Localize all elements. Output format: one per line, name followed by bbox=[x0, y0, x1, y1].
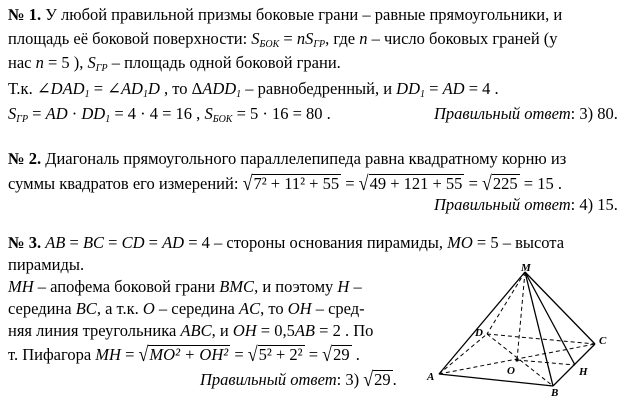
var-bmc: BMC bbox=[219, 277, 255, 296]
edge-md bbox=[487, 272, 525, 334]
label-d: D bbox=[475, 327, 483, 339]
problem-1-answer-value: : 3) 80. bbox=[570, 104, 618, 123]
var-s-gr-3: S bbox=[8, 104, 17, 123]
var-o: O bbox=[142, 299, 155, 318]
var-ad-2: AD bbox=[45, 104, 68, 123]
var-s-bok-2: S bbox=[204, 104, 213, 123]
var-abc: ABC bbox=[180, 321, 212, 340]
sqrt-3: √225 bbox=[482, 171, 518, 195]
sub-gr: ГР bbox=[313, 39, 326, 50]
problem-3-text-1c: = bbox=[144, 233, 163, 252]
label-m: M bbox=[521, 262, 531, 274]
var-oh: OH bbox=[287, 299, 312, 318]
problem-3-line-4 bbox=[8, 298, 365, 320]
problem-1-text-2a: площадь её боковой поверхности: bbox=[8, 29, 252, 48]
sub-gr-2: ГР bbox=[95, 63, 108, 74]
var-s-bok: S bbox=[251, 29, 260, 48]
problem-3-text-1a: = bbox=[65, 233, 83, 252]
problem-3-text-4c: – середина bbox=[154, 299, 240, 318]
sqrt-6: √29 bbox=[322, 342, 350, 366]
var-oh-2: OH bbox=[232, 321, 257, 340]
var-bc-2: BC bbox=[75, 299, 97, 318]
sqrt-answer: √29 bbox=[363, 367, 391, 391]
var-add: ADD bbox=[202, 79, 237, 98]
var-n: n bbox=[296, 29, 306, 48]
problem-1-text-4d: – равнобедренный, и bbox=[241, 79, 397, 98]
problem-3-text-6a: т. Пифагора bbox=[8, 345, 96, 364]
sqrt-2-radicand: 49 + 121 + 55 bbox=[369, 174, 463, 193]
problem-1-text-3b: = 5 ), bbox=[43, 53, 88, 72]
sub-bok-2: БОК bbox=[212, 114, 233, 125]
edge-ma bbox=[439, 272, 525, 374]
problem-1-text-5b: · bbox=[67, 104, 82, 123]
point-o bbox=[515, 358, 518, 361]
problem-3-text-5c: = 0,5 bbox=[256, 321, 295, 340]
problem-1-line-2: площадь её боковой поверхности: $S_{БОК} = nS_{ГР}$, где n – число боковых граней (у bbox=[8, 29, 558, 50]
problem-1-text-2c: – число боковых граней (у bbox=[367, 29, 558, 48]
sqrt-5-radicand: 5² + 2² bbox=[258, 345, 303, 364]
label-c: C bbox=[599, 335, 607, 347]
problem-2-text-1: Диагональ прямоугольного параллелепипеда равна квадратному корню из bbox=[45, 149, 567, 168]
problem-3-text-2: пирамиды. bbox=[8, 255, 85, 274]
sub-1a: 1 bbox=[84, 89, 90, 100]
var-dd: DD bbox=[396, 79, 420, 98]
sqrt-answer-radicand: 29 bbox=[374, 370, 391, 389]
problem-2-text-2c: = bbox=[464, 174, 482, 193]
problem-3-text-5d: = 2 . По bbox=[315, 321, 374, 340]
var-ab-2: AB bbox=[294, 321, 316, 340]
problem-3-line-3 bbox=[8, 276, 362, 298]
edge-mc bbox=[525, 272, 595, 344]
sub-1c: 1 bbox=[236, 89, 242, 100]
sub-1e: 1 bbox=[105, 114, 111, 125]
problem-1-line-4 bbox=[8, 78, 499, 106]
problem-2-answer-value: : 4) 15. bbox=[570, 195, 618, 214]
problem-3-text-4d: , то bbox=[260, 299, 288, 318]
problem-1-text-4b: = ∠ bbox=[89, 79, 121, 98]
problem-1-answer bbox=[434, 103, 618, 125]
var-ab: AB bbox=[45, 233, 66, 252]
problem-3-answer-end: . bbox=[392, 370, 397, 389]
problem-1-text-5d: = 5 · 16 = 80 . bbox=[232, 104, 331, 123]
sqrt-5: √5² + 2² bbox=[247, 342, 303, 366]
var-ad1d-a: AD bbox=[120, 79, 143, 98]
problem-2-number: № 2. bbox=[8, 149, 42, 168]
edge-mh bbox=[525, 272, 575, 365]
sqrt-4-radicand: MO² + OH² bbox=[149, 345, 229, 364]
problem-1-text-3a: нас bbox=[8, 53, 36, 72]
problem-3-text-3b: , и поэтому bbox=[254, 277, 338, 296]
problem-1-answer-label: Правильный ответ bbox=[434, 104, 571, 123]
height-mo bbox=[517, 272, 525, 360]
label-a: A bbox=[427, 371, 435, 383]
problem-3-text-1d: = 4 – стороны основания пирамиды, bbox=[184, 233, 448, 252]
problem-2-answer bbox=[434, 194, 618, 216]
problem-3-text-6d: = bbox=[304, 345, 323, 364]
problem-1-line-5 bbox=[8, 103, 331, 131]
problem-3-text-1e: = 5 – высота bbox=[472, 233, 565, 252]
var-ac: AC bbox=[239, 299, 261, 318]
sqrt-2: √49 + 121 + 55 bbox=[358, 171, 463, 195]
problem-3-text-5b: , и bbox=[211, 321, 233, 340]
var-s-gr: S bbox=[305, 29, 314, 48]
problem-3-line-5 bbox=[8, 320, 373, 342]
label-h: H bbox=[579, 366, 588, 378]
problem-3-text-4a: середина bbox=[8, 299, 76, 318]
sqrt-1: √7² + 11² + 55 bbox=[242, 171, 340, 195]
pyramid-diagram bbox=[425, 262, 635, 396]
problem-2-text-2d: = 15 . bbox=[519, 174, 562, 193]
problem-2-text-2a: суммы квадратов его измерений: bbox=[8, 174, 243, 193]
sub-bok: БОК bbox=[259, 39, 280, 50]
sqrt-1-radicand: 7² + 11² + 55 bbox=[253, 174, 340, 193]
var-ad-3: AD bbox=[162, 233, 185, 252]
var-mh-2: MH bbox=[95, 345, 121, 364]
problem-3-answer-label: Правильный ответ bbox=[200, 370, 337, 389]
problem-1-text-4a: Т.к. ∠ bbox=[8, 79, 51, 98]
problem-1-text-3c: – площадь одной боковой грани. bbox=[107, 53, 341, 72]
problem-1-text-4f: = 4 . bbox=[464, 79, 499, 98]
var-n-3: n bbox=[35, 53, 44, 72]
problem-1-text-4c: , то Δ bbox=[159, 79, 203, 98]
problem-3-text-3c: – bbox=[349, 277, 362, 296]
sqrt-3-radicand: 225 bbox=[492, 174, 518, 193]
var-n-2: n bbox=[359, 29, 368, 48]
sub-1d: 1 bbox=[420, 89, 425, 100]
label-o: O bbox=[507, 365, 515, 377]
var-ad: AD bbox=[442, 79, 465, 98]
problem-1-text-5c: = 4 · 4 = 16 , bbox=[110, 104, 205, 123]
problem-1-text-1: У любой правильной призмы боковые грани – равные прямоугольники, и bbox=[45, 5, 563, 24]
var-dd-2: DD bbox=[81, 104, 106, 123]
var-h: H bbox=[337, 277, 350, 296]
var-ad1d-d: D bbox=[147, 79, 160, 98]
sub-1b: 1 bbox=[142, 89, 148, 100]
sqrt-4: √MO² + OH² bbox=[138, 342, 229, 366]
problem-3-number: № 3. bbox=[8, 233, 42, 252]
problem-3-line-1 bbox=[8, 232, 564, 254]
problem-2-text-2b: = bbox=[341, 174, 359, 193]
var-cd: CD bbox=[121, 233, 145, 252]
problem-3-text-3a: – апофема боковой грани bbox=[33, 277, 220, 296]
problem-2-line-2 bbox=[8, 172, 562, 195]
problem-1-line-1 bbox=[8, 4, 562, 26]
problem-1-text-5a: = bbox=[28, 104, 46, 123]
problem-1-number: № 1. bbox=[8, 5, 42, 24]
edge-ad bbox=[439, 334, 487, 374]
problem-3-text-6b: = bbox=[120, 345, 139, 364]
problem-3-line-2 bbox=[8, 254, 84, 276]
problem-1-line-3 bbox=[8, 52, 341, 80]
problem-1-text-2b: , где bbox=[325, 29, 360, 48]
var-mo: MO bbox=[447, 233, 473, 252]
sqrt-6-radicand: 29 bbox=[333, 345, 350, 364]
problem-3-text-6c: = bbox=[230, 345, 248, 364]
problem-2-answer-label: Правильный ответ bbox=[434, 195, 571, 214]
problem-1-text-4e: = bbox=[425, 79, 443, 98]
problem-3-text-6e: . bbox=[351, 345, 360, 364]
problem-3-text-4e: – сред- bbox=[311, 299, 365, 318]
var-bc: BC bbox=[82, 233, 105, 252]
label-b: B bbox=[551, 387, 559, 396]
problem-3-answer-value: : 3) bbox=[336, 370, 364, 389]
var-mh: MH bbox=[8, 277, 34, 296]
var-s-gr-2: S bbox=[87, 53, 96, 72]
problem-3-text-4b: , а т.к. bbox=[96, 299, 143, 318]
var-dad: DAD bbox=[50, 79, 85, 98]
problem-3-text-1b: = bbox=[104, 233, 122, 252]
problem-3-answer bbox=[200, 368, 397, 391]
problem-2-line-1 bbox=[8, 148, 566, 170]
problem-3-line-6 bbox=[8, 343, 360, 366]
sub-gr-3: ГР bbox=[16, 114, 29, 125]
edge-mb bbox=[525, 272, 553, 386]
edge-ab bbox=[439, 374, 553, 386]
problem-3-text-5a: няя линия треугольника bbox=[8, 321, 181, 340]
